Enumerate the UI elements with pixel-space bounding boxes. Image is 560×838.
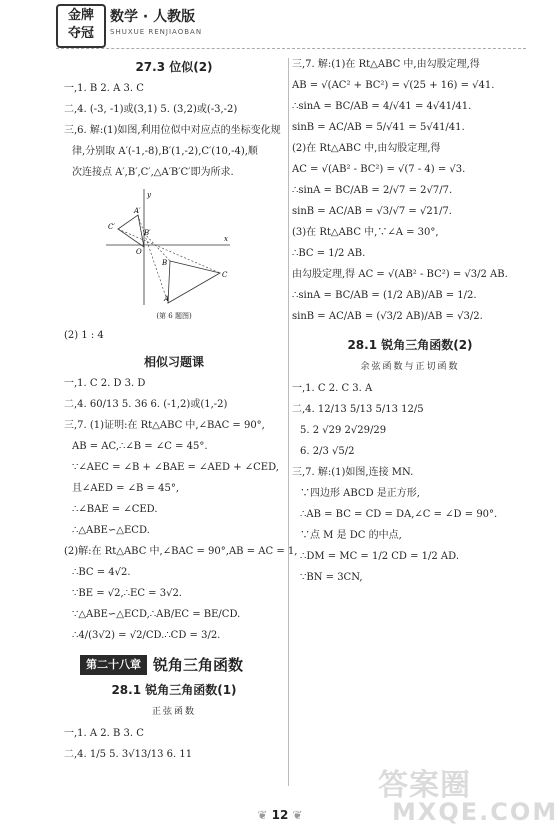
answer-line: ∵BN = 3CN,: [300, 572, 363, 583]
answer-line: 二,4. 12/13 5/13 5/13 12/5: [292, 404, 424, 415]
answer-line: ∴BC = 1/2 AB.: [292, 248, 366, 259]
answer-line: (2)在 Rt△ABC 中,由勾股定理,得: [292, 143, 441, 154]
leaf-icon: ❦: [292, 808, 303, 822]
section-subtitle: 正弦函数: [151, 707, 196, 717]
column-divider: [288, 58, 289, 786]
watermark: 答案圈: [378, 768, 471, 803]
axis-label: y: [147, 191, 151, 199]
header-subtitle: SHUXUE RENJIAOBAN: [110, 28, 203, 36]
answer-line: ∵∠AEC = ∠B + ∠BAE = ∠AED + ∠CED,: [72, 462, 279, 473]
answer-line: ∴sinA = BC/AB = 2/√7 = 2√7/7.: [292, 185, 453, 196]
answer-line: ∴sinA = BC/AB = 4/√41 = 4√41/41.: [292, 101, 472, 112]
chapter-title: 锐角三角函数: [153, 656, 244, 674]
answer-line: ∴DM = MC = 1/2 CD = 1/2 AD.: [300, 551, 459, 562]
header-divider: [56, 48, 526, 49]
answer-line: (2)解:在 Rt△ABC 中,∠BAC = 90°,AB = AC = 1,: [64, 546, 298, 557]
axis-label: x: [224, 235, 228, 243]
answer-line: ∴4/(3√2) = √2/CD.∴CD = 3/2.: [72, 630, 221, 641]
answer-line: sinB = AC/AB = (√3/2 AB)/AB = √3/2.: [292, 311, 483, 322]
book-logo: [56, 4, 106, 48]
large-triangle: [168, 261, 220, 303]
answer-line: sinB = AC/AB = √3/√7 = √21/7.: [292, 206, 452, 217]
dashed-line: [118, 229, 220, 273]
point-label: A′: [134, 207, 141, 215]
section-title: 28.1 锐角三角函数(2): [347, 338, 473, 352]
figure-caption: (第 6 题图): [156, 312, 192, 320]
answer-line: 6. 2/3 √5/2: [300, 446, 355, 457]
answer-line: 三,7. 解:(1)在 Rt△ABC 中,由勾股定理,得: [292, 59, 480, 70]
answer-line: AB = AC,∴∠B = ∠C = 45°.: [72, 441, 208, 452]
answer-line: 且∠AED = ∠B = 45°,: [72, 483, 180, 494]
answer-line: ∵BE = √2,∴EC = 3√2.: [72, 588, 182, 599]
answer-line: ∵点 M 是 DC 的中点,: [300, 530, 402, 541]
logo-line-1: 金牌: [67, 8, 94, 23]
answer-line: 三,7. (1)证明:在 Rt△ABC 中,∠BAC = 90°,: [64, 420, 265, 431]
watermark: MXQE.COM: [392, 798, 559, 826]
dashed-line: [144, 233, 170, 261]
origin-label: O: [136, 248, 142, 256]
right-column: [292, 58, 528, 592]
point-label: B′: [144, 229, 151, 237]
chapter-heading: [80, 655, 284, 675]
answer-line: 一,1. C 2. C 3. A: [292, 383, 373, 394]
answer-line: (3)在 Rt△ABC 中,∵∠A = 30°,: [292, 227, 439, 238]
figure-6: [104, 187, 234, 307]
header: [56, 4, 526, 48]
answer-line: AC = √(AB² - BC²) = √(7 - 4) = √3.: [292, 164, 466, 175]
logo-line-2: 夺冠: [67, 26, 94, 41]
answer-line: ∴AB = BC = CD = DA,∠C = ∠D = 90°.: [300, 509, 498, 520]
answer-line: 三,6. 解:(1)如图,利用位似中对应点的坐标变化规: [64, 125, 281, 136]
section-subtitle: 余弦函数与正切函数: [360, 362, 460, 372]
answer-line: 二,4. 60/13 5. 36 6. (-1,2)或(1,-2): [64, 399, 228, 410]
page-number-text: 12: [271, 808, 289, 822]
section-title: 相似习题课: [143, 355, 204, 369]
point-label: C: [222, 271, 228, 279]
answer-line: 一,1. A 2. B 3. C: [64, 728, 144, 739]
answer-line: 律,分别取 A′(-1,-8),B′(1,-2),C′(10,-4),顺: [72, 146, 258, 157]
answer-line: ∴BC = 4√2.: [72, 567, 131, 578]
section-title: 28.1 锐角三角函数(1): [111, 683, 237, 697]
leaf-icon: ❦: [257, 808, 268, 822]
page-number: [0, 808, 560, 822]
answer-line: 次连接点 A′,B′,C′,△A′B′C′即为所求.: [72, 167, 234, 178]
point-label: C′: [108, 223, 115, 231]
answer-line: 一,1. B 2. A 3. C: [64, 83, 144, 94]
point-label: B: [162, 259, 168, 267]
answer-line: ∵四边形 ABCD 是正方形,: [300, 488, 420, 499]
answer-line: 5. 2 √29 2√29/29: [300, 425, 387, 436]
answer-line: (2) 1 : 4: [64, 330, 104, 341]
section-title: 27.3 位似(2): [135, 60, 213, 74]
answer-line: 二,4. 1/5 5. 3√13/13 6. 11: [64, 749, 193, 760]
answer-line: 一,1. C 2. D 3. D: [64, 378, 146, 389]
homothety-figure: [104, 187, 234, 307]
answer-line: ∴△ABE∽△ECD.: [72, 525, 150, 536]
point-label: A: [164, 295, 170, 303]
left-column: [64, 58, 298, 769]
header-title: 数学 · 人教版: [110, 9, 196, 25]
answer-line: ∴sinA = BC/AB = (1/2 AB)/AB = 1/2.: [292, 290, 477, 301]
answer-line: ∵△ABE∽△ECD,∴AB/EC = BE/CD.: [72, 609, 241, 620]
chapter-label: 第二十八章: [80, 655, 147, 675]
answer-line: 由勾股定理,得 AC = √(AB² - BC²) = √3/2 AB.: [292, 269, 508, 280]
answer-line: AB = √(AC² + BC²) = √(25 + 16) = √41.: [292, 80, 495, 91]
answer-line: sinB = AC/AB = 5/√41 = 5√41/41.: [292, 122, 465, 133]
answer-line: 二,4. (-3, -1)或(3,1) 5. (3,2)或(-3,-2): [64, 104, 238, 115]
answer-line: ∴∠BAE = ∠CED.: [72, 504, 158, 515]
answer-line: 三,7. 解:(1)如图,连接 MN.: [292, 467, 414, 478]
